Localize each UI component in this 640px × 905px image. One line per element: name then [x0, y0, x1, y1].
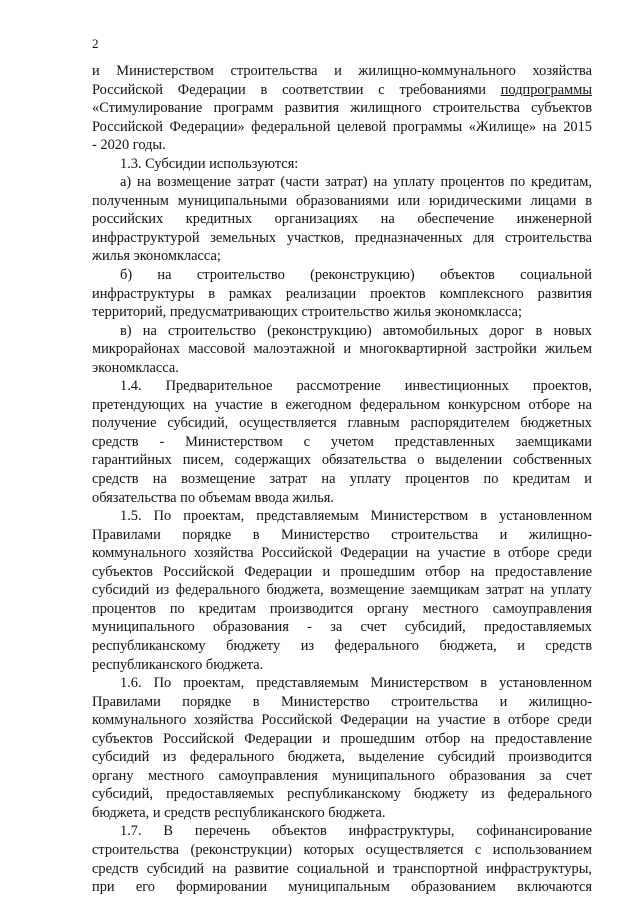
line-text: и Министерством строительства и жилищно-коммунального хозяйства: [92, 63, 592, 79]
text-line: [92, 322, 592, 341]
text-line: [92, 581, 592, 600]
text-line: [92, 674, 592, 693]
text-line: [92, 507, 592, 526]
line-text: республиканскому бюджету из федерального бюджета, и средств: [92, 637, 592, 654]
text-line: [92, 526, 592, 545]
line-text: полученным муниципальными образованиями или юридическими лицами в: [92, 192, 592, 209]
text-line: [92, 822, 592, 841]
line-text: Российской Федерации» федеральной целевой программы «Жилище» на 2015: [92, 118, 592, 135]
line-text: субсидий из федерального бюджета, возмещение заемщикам затрат на уплату: [92, 582, 592, 599]
line-text: средств на возмещение затрат на уплату процентов по кредитам и: [92, 471, 592, 488]
text-line: [92, 303, 592, 322]
line-text: территорий, предусматривающих строительство жилья экономкласса;: [92, 304, 522, 321]
text-line: [92, 136, 592, 155]
line-text: инфраструктуры в рамках реализации проектов комплексного развития: [92, 285, 592, 302]
text-line: [92, 748, 592, 767]
text-line: [92, 285, 592, 304]
text-line: [92, 693, 592, 712]
paragraph-p3: [92, 266, 592, 322]
text-line: [92, 210, 592, 229]
line-text: процентов по кредитам производится органу местного самоуправления: [92, 600, 592, 617]
text-line: [92, 99, 592, 118]
line-text: микрорайонах массовой малоэтажной и многоквартирной застройки жильем: [92, 341, 592, 358]
text-line: [92, 637, 592, 656]
line-text: б) на строительство (реконструкцию) объектов социальной: [120, 267, 592, 284]
text-line: [92, 656, 592, 675]
text-line: [92, 173, 592, 192]
line-text: обязательства по объемам ввода жилья.: [92, 489, 334, 506]
line-text: жилья экономкласса;: [92, 248, 221, 265]
text-line: [92, 192, 592, 211]
line-text: строительства (реконструкции) которых осуществляется с использованием: [92, 841, 592, 858]
line-text: бюджета, и средств республиканского бюджета.: [92, 804, 386, 821]
paragraph-p0: [92, 62, 592, 155]
line-text: субсидий из федерального бюджета, выделение субсидий производится: [92, 749, 592, 766]
text-line: [92, 118, 592, 137]
line-text: претендующих на участие в ежегодном федеральном конкурсном отборе на: [92, 396, 592, 413]
text-line: [92, 229, 592, 248]
text-line: [92, 266, 592, 285]
line-text: Правилами порядке в Министерство строительства и жилищно-: [92, 693, 592, 710]
line-text: при его формировании муниципальным образованием включаются: [92, 879, 592, 896]
text-line: [92, 470, 592, 489]
text-line: [92, 433, 592, 452]
line-text: субсидий, предоставляемых республиканскому бюджету из федерального: [92, 786, 592, 803]
text-line: [92, 860, 592, 879]
paragraph-p1: [92, 155, 592, 174]
text-line: [92, 767, 592, 786]
text-line: [92, 618, 592, 637]
text-line: [92, 414, 592, 433]
line-text: коммунального хозяйства Российской Федерации на участие в отборе среди: [92, 712, 592, 729]
text-line: [92, 396, 592, 415]
text-line: [92, 155, 592, 174]
line-text: средств - Министерством с учетом представленных заемщиками: [92, 433, 592, 450]
line-text: - 2020 годы.: [92, 137, 166, 154]
line-text: субъектов Российской Федерации и прошедшим отбор на предоставление: [92, 563, 592, 580]
line-text: средств субсидий на развитие социальной и транспортной инфраструктуры,: [92, 860, 592, 877]
text-line: [92, 377, 592, 396]
paragraph-p6: [92, 507, 592, 674]
line-text: субъектов Российской Федерации и прошедшим отбор на предоставление: [92, 730, 592, 747]
text-line: [92, 62, 592, 81]
paragraph-p2: [92, 173, 592, 266]
line-text: 1.7. В перечень объектов инфраструктуры, софинансирование: [120, 823, 592, 840]
page-number: 2: [92, 36, 99, 51]
text-line: [92, 340, 592, 359]
text-line: [92, 730, 592, 749]
text-line: [92, 878, 592, 897]
text-line: [92, 600, 592, 619]
line-text: 1.3. Субсидии используются:: [120, 155, 299, 172]
document-body: [92, 62, 592, 897]
line-text: 1.5. По проектам, представляемым Министерством в установленном: [120, 508, 592, 525]
line-text: российских кредитных организациях на обеспечение инженерной: [92, 211, 592, 228]
text-line: [92, 544, 592, 563]
text-line: [92, 489, 592, 508]
paragraph-p5: [92, 377, 592, 507]
line-text: Российской Федерации в соответствии с требованиями: [92, 81, 501, 98]
line-text: получение субсидий, осуществляется главным распорядителем бюджетных: [92, 415, 592, 432]
paragraph-p7: [92, 674, 592, 822]
line-text: коммунального хозяйства Российской Федерации на участие в отборе среди: [92, 545, 592, 562]
underlined-term: подпрограммы: [500, 81, 592, 98]
text-line: [92, 247, 592, 266]
line-text: экономкласса.: [92, 359, 179, 376]
text-line: [92, 804, 592, 823]
paragraph-p8: [92, 822, 592, 896]
line-text: Правилами порядке в Министерство строительства и жилищно-: [92, 526, 592, 543]
text-line: [92, 81, 592, 100]
line-text: «Стимулирование программ развития жилищного строительства субъектов: [92, 100, 592, 117]
line-text: муниципального образования - за счет субсидий, предоставляемых: [92, 619, 592, 636]
line-text: 1.6. По проектам, представляемым Министерством в установленном: [120, 675, 592, 692]
line-text: республиканского бюджета.: [92, 656, 264, 673]
line-text: а) на возмещение затрат (части затрат) на уплату процентов по кредитам,: [120, 174, 592, 191]
line-text: гарантийных писем, содержащих обязательства о выделении собственных: [92, 452, 592, 469]
line-text: органу местного самоуправления муниципального образования за счет: [92, 767, 592, 784]
text-line: [92, 841, 592, 860]
line-text: инфраструктурой земельных участков, предназначенных для строительства: [92, 229, 592, 246]
line-text: 1.4. Предварительное рассмотрение инвестиционных проектов,: [120, 378, 592, 395]
text-line: [92, 785, 592, 804]
text-line: [92, 711, 592, 730]
paragraph-p4: [92, 322, 592, 378]
line-text: в) на строительство (реконструкцию) автомобильных дорог в новых: [120, 322, 592, 339]
text-line: [92, 359, 592, 378]
text-line: [92, 451, 592, 470]
text-line: [92, 563, 592, 582]
